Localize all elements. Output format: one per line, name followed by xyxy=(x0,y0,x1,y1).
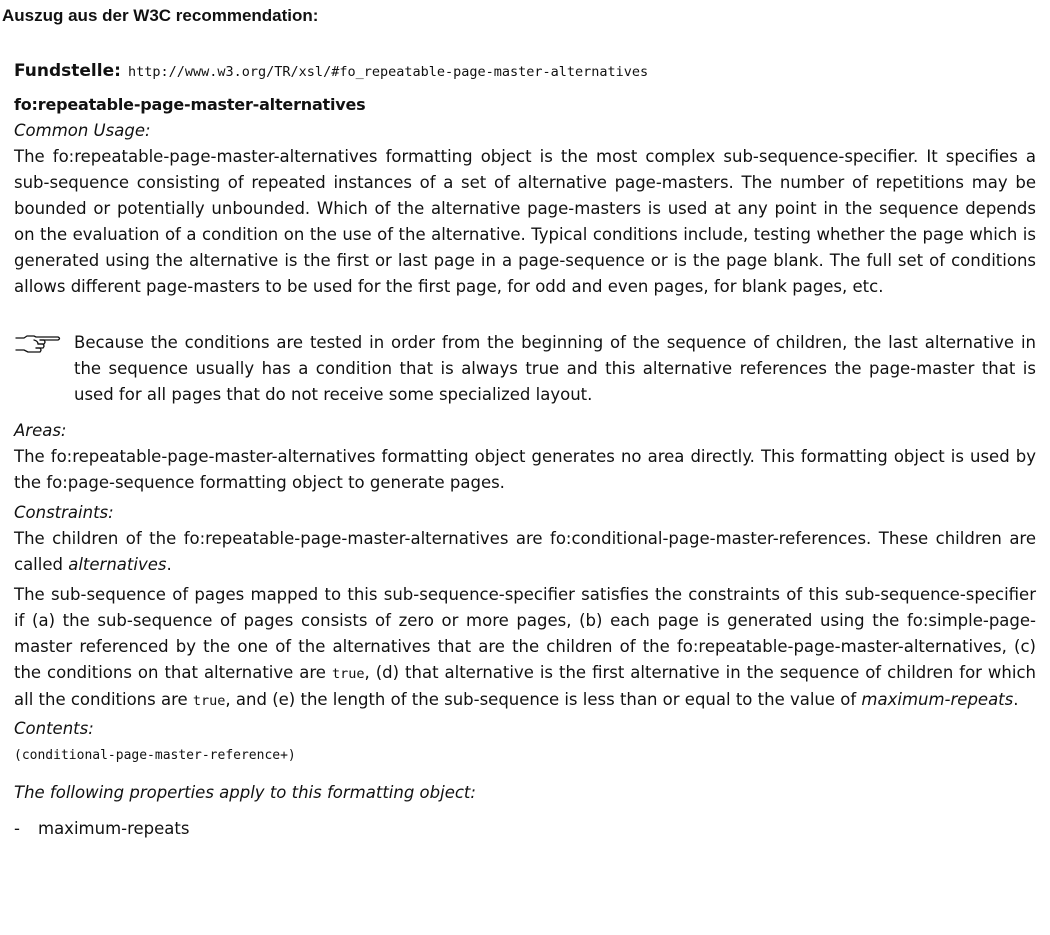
document-header: Auszug aus der W3C recommendation: xyxy=(2,6,319,25)
list-bullet: - xyxy=(14,819,20,838)
constraints-paragraph-1 xyxy=(14,526,1036,578)
constraints-p2-part3: , and (e) the length of the sub-sequence is less than or equal to the value of xyxy=(225,690,862,709)
true-code-1: true xyxy=(331,666,365,682)
pointing-hand-icon xyxy=(14,332,62,356)
common-usage-heading: Common Usage: xyxy=(14,121,151,140)
constraints-p2-end: . xyxy=(1013,690,1019,709)
true-code-2: true xyxy=(192,693,226,709)
recommendation-excerpt xyxy=(14,58,1036,842)
property-name: maximum-repeats xyxy=(38,819,190,838)
constraints-p2-part2: , (d) that alternative is the first alternative in the sequence of children for which all the conditions are xyxy=(14,663,1036,709)
note-text: Because the conditions are tested in order from the beginning of the sequence of children, the last alternative in the sequence usually has a condition that is always true and this alternative references the page-master that is used for all pages that do not receive some specialized layout. xyxy=(74,333,1036,404)
contents-code: (conditional-page-master-reference+) xyxy=(14,748,296,763)
properties-intro: The following properties apply to this formatting object: xyxy=(14,783,476,802)
constraints-paragraph-2 xyxy=(14,582,1036,714)
list-item xyxy=(14,816,1036,842)
source-url[interactable]: http://www.w3.org/TR/xsl/#fo_repeatable-page-master-alternatives xyxy=(128,64,649,80)
alternatives-term: alternatives xyxy=(68,555,167,574)
areas-heading: Areas: xyxy=(14,421,67,440)
source-reference xyxy=(14,58,1036,84)
areas-paragraph: The fo:repeatable-page-master-alternatives formatting object generates no area directly. This formatting object is used by the fo:page-sequence formatting object to generate pages. xyxy=(14,447,1036,492)
note-block xyxy=(14,330,1036,408)
constraints-heading: Constraints: xyxy=(14,503,114,522)
constraints-p2-part1: The sub-sequence of pages mapped to this sub-sequence-specifier satisfies the constraints of this sub-sequence-specifier if (a) the sub-sequence of pages consists of zero or more pages, (b) each page is generated using the fo:simple-page-master referenced by the one of the alternatives that are the children of the fo:repeatable-page-master-alternatives, (c) the conditions on that alternative are xyxy=(14,585,1036,682)
formatting-object-title: fo:repeatable-page-master-alternatives xyxy=(14,95,366,114)
constraints-p1-end: . xyxy=(166,555,172,574)
contents-heading: Contents: xyxy=(14,719,94,738)
source-label: Fundstelle: xyxy=(14,61,121,81)
common-usage-paragraph: The fo:repeatable-page-master-alternatives formatting object is the most complex sub-sequence-specifier. It specifies a sub-sequence consisting of repeated instances of a set of alternative page-masters. The number of repetitions may be bounded or potentially unbounded. Which of the alternative page-masters is used at any point in the sequence depends on the evaluation of a condition on the use of the alternative. Typical conditions include, testing whether the page which is generated using the alternative is the first or last page in a page-sequence or is the page blank. The full set of conditions allows different page-masters to be used for the first page, for odd and even pages, for blank pages, etc. xyxy=(14,147,1036,296)
maximum-repeats-term: maximum-repeats xyxy=(861,690,1014,709)
property-list xyxy=(14,816,1036,842)
constraints-p1-text: The children of the fo:repeatable-page-master-alternatives are fo:conditional-page-master-references. These children are called xyxy=(14,529,1036,574)
